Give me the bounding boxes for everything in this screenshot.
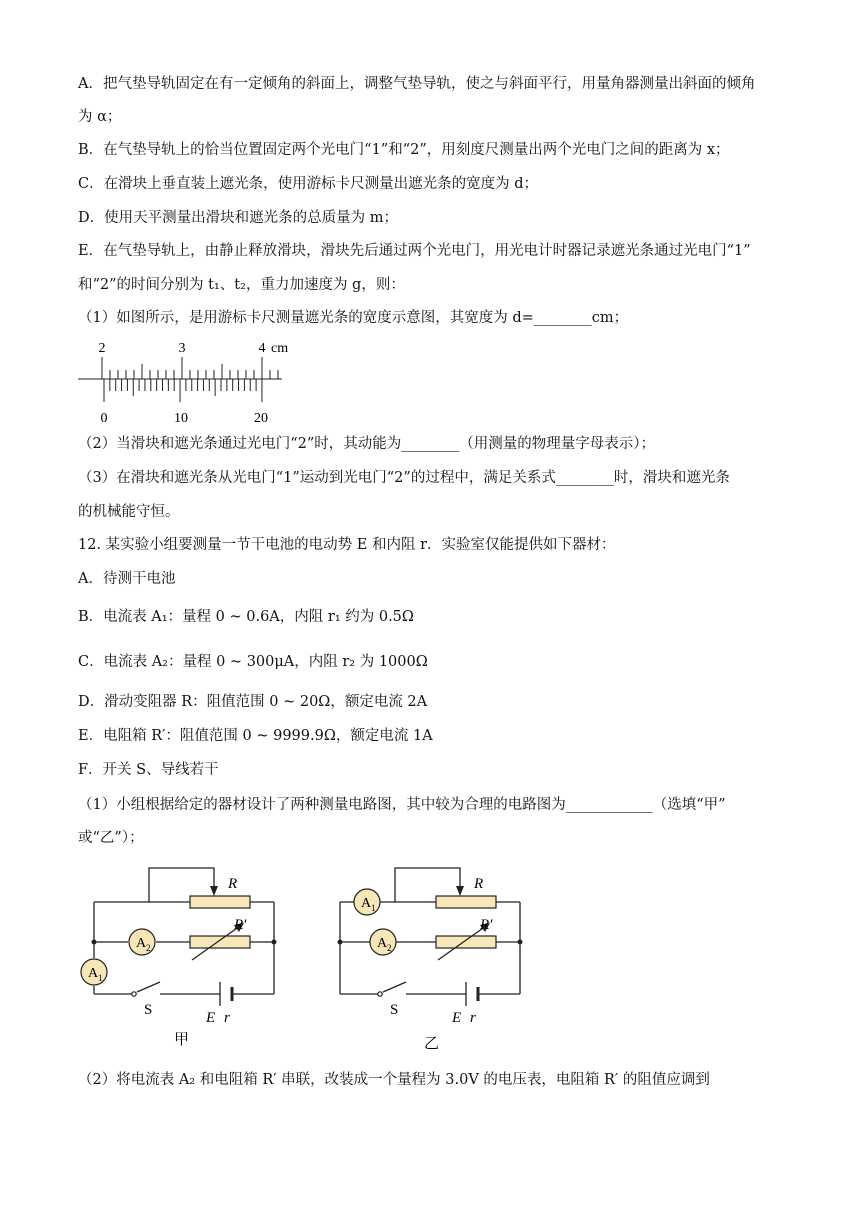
resistance-box-R-prime	[190, 936, 250, 948]
text-line: D．滑动变阻器 R：阻值范围 0 ~ 20Ω，额定电流 2A	[78, 694, 428, 710]
rheostat-R	[436, 896, 496, 908]
text-line: 的机械能守恒。	[78, 504, 180, 520]
label-S: S	[390, 1002, 399, 1018]
rheostat-slider-arrow	[210, 886, 218, 896]
text-line: C．在滑块上垂直装上遮光条，使用游标卡尺测量出遮光条的宽度为 d；	[78, 176, 538, 192]
ammeter-A2-sub: 2	[146, 943, 151, 953]
text-line: B．电流表 A₁：量程 0 ~ 0.6A，内阻 r₁ 约为 0.5Ω	[78, 609, 414, 625]
text-line: F．开关 S、导线若干	[78, 762, 219, 778]
text-line: 或“乙”）；	[78, 830, 144, 846]
switch-S	[378, 992, 382, 996]
vernier-caliper-diagram	[78, 336, 298, 428]
vernier-scale	[104, 379, 262, 402]
text-line: 为 α；	[78, 109, 122, 125]
caption-yi: 乙	[424, 1036, 440, 1051]
label-R-prime: R′	[480, 917, 493, 933]
label-R-prime: R′	[234, 917, 247, 933]
label-r: r	[224, 1010, 230, 1026]
ammeter-A2-sub: 2	[387, 943, 392, 953]
ammeter-A2-label: A	[377, 936, 388, 951]
unit-label: cm	[271, 341, 289, 356]
text-line: A．把气垫导轨固定在有一定倾角的斜面上，调整气垫导轨，使之与斜面平行，用量角器测量出斜面的倾角	[78, 76, 756, 92]
text-line: B．在气垫导轨上的恰当位置固定两个光电门“1”和“2”，用刻度尺测量出两个光电门之间的距离为 x；	[78, 142, 730, 158]
rheostat-slider-arrow	[456, 886, 464, 896]
text-line: C．电流表 A₂：量程 0 ~ 300μA，内阻 r₂ 为 1000Ω	[78, 654, 428, 670]
main-scale-label: 3	[178, 341, 186, 356]
main-scale	[78, 357, 282, 379]
vernier-scale-label: 20	[254, 411, 268, 426]
text-line: E．在气垫导轨上，由静止释放滑块，滑块先后通过两个光电门，用光电计时器记录遮光条通过光电门“1”	[78, 243, 751, 259]
text-line: （2）将电流表 A₂ 和电阻箱 R′ 串联，改装成一个量程为 3.0V 的电压表，电阻箱 R′ 的阻值应调到	[78, 1072, 710, 1088]
ammeter-A1-sub: 1	[98, 973, 103, 983]
rheostat-R	[190, 896, 250, 908]
text-line: 12. 某实验小组要测量一节干电池的电动势 E 和内阻 r．实验室仅能提供如下器材：	[78, 537, 616, 553]
text-line: A．待测干电池	[78, 571, 176, 587]
ammeter-A1-sub: 1	[371, 903, 376, 913]
text-line: （1）如图所示，是用游标卡尺测量遮光条的宽度示意图，其宽度为 d=________cm；	[78, 310, 629, 326]
label-R: R	[228, 876, 238, 892]
circuit-diagram-jia	[74, 866, 304, 1046]
caption-jia: 甲	[174, 1032, 190, 1046]
label-S: S	[144, 1002, 153, 1018]
text-line: （2）当滑块和遮光条通过光电门“2”时，其动能为________（用测量的物理量字母表示）；	[78, 436, 656, 452]
ammeter-A2-label: A	[136, 936, 147, 951]
switch-S	[132, 992, 136, 996]
ammeter-A1-label: A	[361, 896, 372, 911]
main-scale-label: 4	[258, 341, 266, 356]
text-line: E．电阻箱 R′：阻值范围 0 ~ 9999.9Ω，额定电流 1A	[78, 728, 433, 744]
resistance-box-R-prime	[436, 936, 496, 948]
vernier-scale-label: 10	[174, 411, 188, 426]
circuit-diagram-yi	[320, 866, 550, 1051]
text-line: 和“2”的时间分别为 t₁、t₂，重力加速度为 g，则：	[78, 277, 405, 293]
text-line: （3）在滑块和遮光条从光电门“1”运动到光电门“2”的过程中，满足关系式________时，滑块和遮光条	[78, 470, 730, 486]
label-r: r	[470, 1010, 476, 1026]
label-R: R	[474, 876, 484, 892]
label-E: E	[452, 1010, 462, 1026]
ammeter-A1-label: A	[88, 966, 99, 981]
vernier-scale-label: 0	[100, 411, 108, 426]
main-scale-label: 2	[98, 341, 106, 356]
text-line: （1）小组根据给定的器材设计了两种测量电路图，其中较为合理的电路图为____________（选填“甲”	[78, 797, 726, 813]
label-E: E	[206, 1010, 216, 1026]
text-line: D．使用天平测量出滑块和遮光条的总质量为 m；	[78, 210, 398, 226]
